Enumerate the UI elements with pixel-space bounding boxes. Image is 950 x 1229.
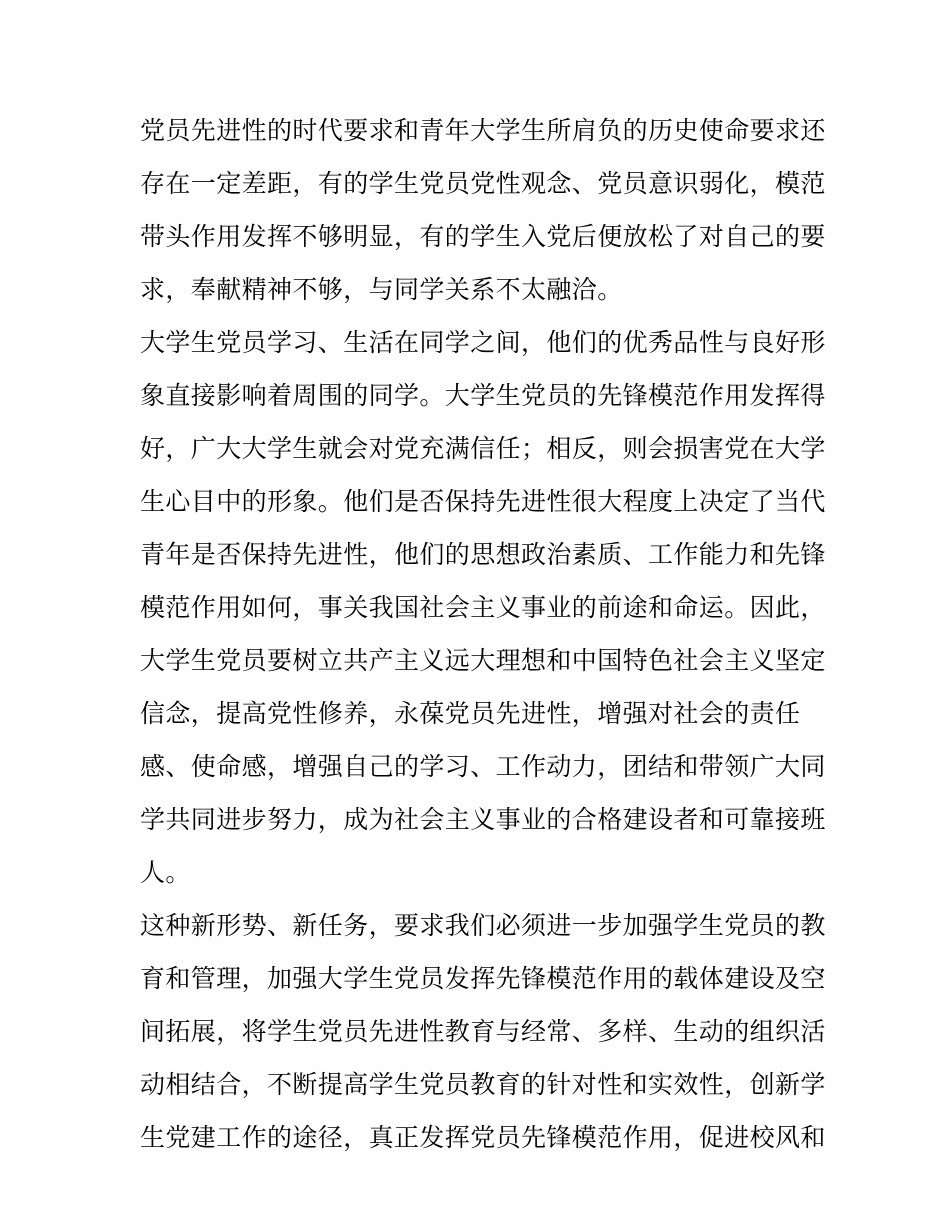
text-line: 信念，提高党性修养，永葆党员先进性，增强对社会的责任 — [140, 699, 801, 728]
text-line: 生党建工作的途径，真正发挥党员先锋模范作用，促进校风和 — [140, 1123, 826, 1152]
text-line: 象直接影响着周围的同学。大学生党员的先锋模范作用发挥得 — [140, 381, 826, 410]
text-line: 间拓展，将学生党员先进性教育与经常、多样、生动的组织活 — [140, 1017, 826, 1046]
text-line: 党员先进性的时代要求和青年大学生所肩负的历史使命要求还 — [140, 116, 826, 145]
text-line: 存在一定差距，有的学生党员党性观念、党员意识弱化，模范 — [140, 169, 826, 198]
text-line: 这种新形势、新任务，要求我们必须进一步加强学生党员的教 — [140, 911, 826, 940]
text-line: 生心目中的形象。他们是否保持先进性很大程度上决定了当代 — [140, 487, 826, 516]
text-line: 求，奉献精神不够，与同学关系不太融洽。 — [140, 275, 623, 304]
text-line: 感、使命感，增强自己的学习、工作动力，团结和带领广大同 — [140, 752, 826, 781]
paragraph-2 — [140, 316, 826, 899]
text-line: 模范作用如何，事关我国社会主义事业的前途和命运。因此， — [140, 593, 826, 622]
paragraph-1 — [140, 104, 826, 316]
text-line: 大学生党员要树立共产主义远大理想和中国特色社会主义坚定 — [140, 646, 826, 675]
text-line: 学共同进步努力，成为社会主义事业的合格建设者和可靠接班 — [140, 805, 826, 834]
text-line: 育和管理，加强大学生党员发挥先锋模范作用的载体建设及空 — [140, 964, 826, 993]
text-line: 好，广大大学生就会对党充满信任；相反，则会损害党在大学 — [140, 434, 826, 463]
text-line: 青年是否保持先进性，他们的思想政治素质、工作能力和先锋 — [140, 540, 826, 569]
paragraph-3 — [140, 899, 826, 1164]
text-line: 人。 — [140, 858, 191, 887]
text-line: 大学生党员学习、生活在同学之间，他们的优秀品性与良好形 — [140, 328, 826, 357]
text-line: 带头作用发挥不够明显，有的学生入党后便放松了对自己的要 — [140, 222, 826, 251]
text-line: 动相结合，不断提高学生党员教育的针对性和实效性，创新学 — [140, 1070, 826, 1099]
document-body — [140, 104, 826, 1164]
